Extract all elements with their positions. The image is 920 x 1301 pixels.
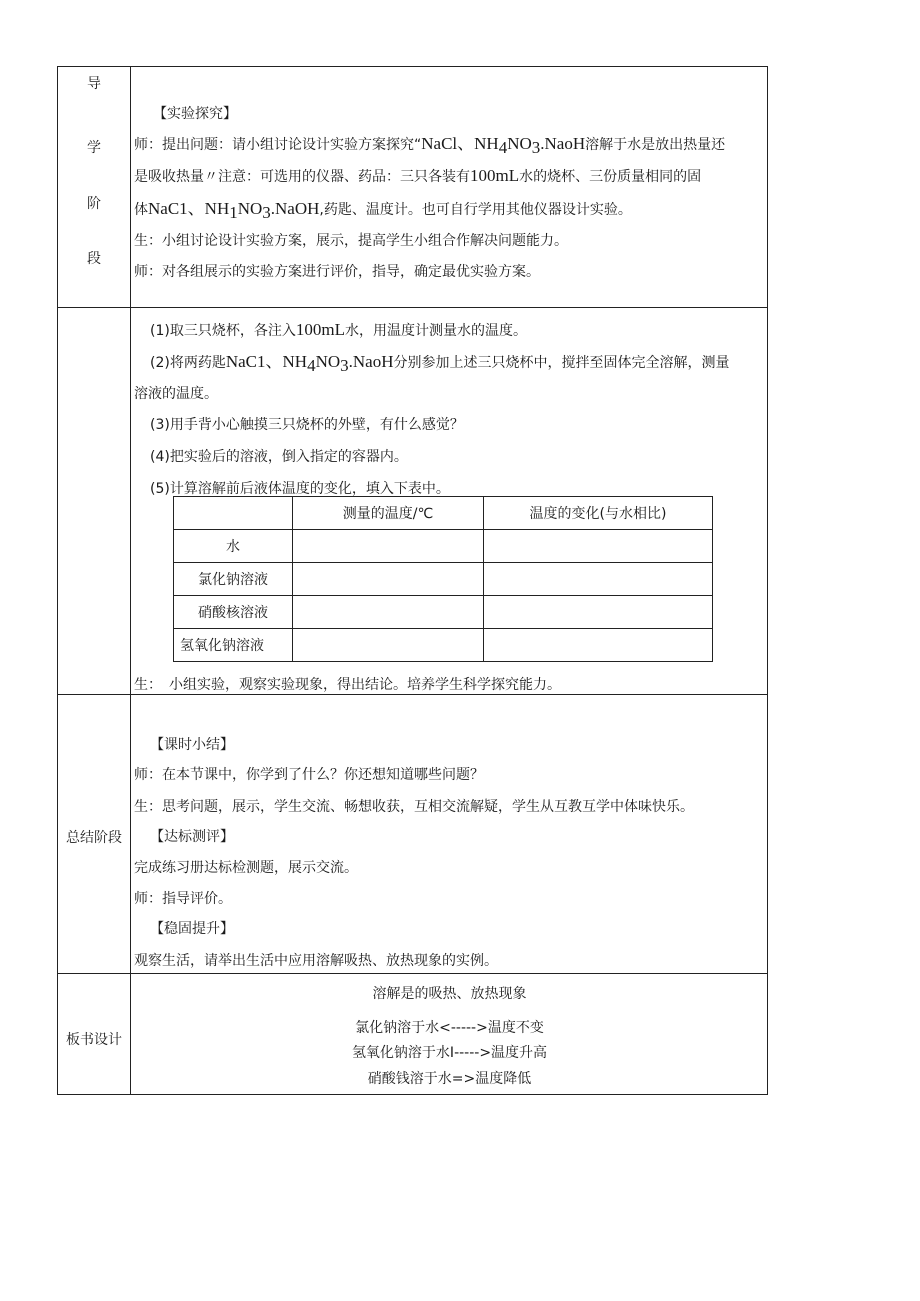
table-row [174, 629, 713, 662]
row-label: 氯化钠溶液 [174, 563, 293, 596]
table-row [174, 530, 713, 563]
board-title: 溶解是的吸热、放热现象 [372, 986, 527, 1002]
table-header-cell: 测量的温度/℃ [293, 497, 484, 530]
row-divider [58, 307, 767, 308]
stage-label: 板书设计 [66, 1032, 122, 1048]
row-label: 水 [174, 530, 293, 563]
table-header-cell: 温度的变化(与水相比) [484, 497, 713, 530]
table-row [174, 563, 713, 596]
row-label: 硝酸核溶液 [174, 596, 293, 629]
table-row [174, 596, 713, 629]
stage-label-char: 学 [87, 140, 101, 156]
row-label: 氢氧化钠溶液 [174, 629, 293, 662]
step-3: (3)用手背小心触摸三只烧杯的外壁，有什么感觉？ [150, 417, 464, 433]
exercise-note: 完成练习册达标检测题，展示交流。 [134, 860, 358, 876]
teacher-question-cont: 是吸收热量〃注意：可选用的仪器、药品：三只各装有100mL水的烧杯、三份质量相同的固 [134, 166, 702, 185]
section-heading: 【稳固提升】 [150, 921, 234, 937]
student-activity: 生：思考问题，展示，学生交流、畅想收获，互相交流解疑，学生从互教互学中体味快乐。 [134, 799, 694, 815]
teacher-activity: 师：对各组展示的实验方案进行评价，指导，确定最优实验方案。 [134, 264, 540, 280]
student-experiment-note: 生： 小组实验，观察实验现象，得出结论。培养学生科学探究能力。 [134, 677, 561, 693]
stage-label-char: 段 [87, 251, 101, 267]
section-heading: 【课时小结】 [150, 737, 234, 753]
stage-label-char: 导 [87, 76, 101, 92]
student-activity: 生：小组讨论设计实验方案，展示，提高学生小组合作解决问题能力。 [134, 233, 568, 249]
teacher-activity: 师：指导评价。 [134, 891, 232, 907]
step-4: (4)把实验后的溶液，倒入指定的容器内。 [150, 449, 408, 465]
step-2: (2)将两药匙NaC1、$NH_4NO_3.NaoH$分别参加上述三只烧杯中，搅拌至固体完全溶解，测量 [150, 352, 730, 375]
teacher-question-cont: 体NaC1、$NH_1NO_3.NaOH$,药匙、温度计。也可自行学用其他仪器设计实验。 [134, 199, 632, 222]
teacher-question: 师：提出问题：请小组讨论设计实验方案探究“NaCl、$NH_4NO_3.NaoH$溶解于水是放出热量还 [134, 134, 726, 157]
lesson-plan-table [57, 66, 768, 1095]
stage-label: 总结阶段 [66, 830, 122, 846]
board-line: 氢氧化钠溶于水I----->温度升高 [351, 1045, 548, 1061]
board-line: 硝酸钱溶于水=>温度降低 [367, 1071, 532, 1087]
section-heading: 【实验探究】 [153, 106, 237, 122]
step-5: (5)计算溶解前后液体温度的变化，填入下表中。 [150, 481, 450, 497]
teacher-question: 师：在本节课中，你学到了什么？你还想知道哪些问题？ [134, 767, 484, 783]
row-divider [58, 973, 767, 974]
row-divider [58, 694, 767, 695]
step-2-cont: 溶液的温度。 [134, 386, 218, 402]
column-divider [130, 67, 131, 1094]
section-heading: 【达标测评】 [150, 829, 234, 845]
stage-label-char: 阶 [87, 196, 101, 212]
table-header-row [174, 497, 713, 530]
table-header-cell [174, 497, 293, 530]
step-1: (1)取三只烧杯，各注入100mL水，用温度计测量水的温度。 [150, 320, 527, 339]
homework-note: 观察生活，请举出生活中应用溶解吸热、放热现象的实例。 [134, 953, 498, 969]
temperature-table [173, 496, 713, 662]
board-line: 氯化钠溶于水<----->温度不变 [355, 1020, 544, 1036]
